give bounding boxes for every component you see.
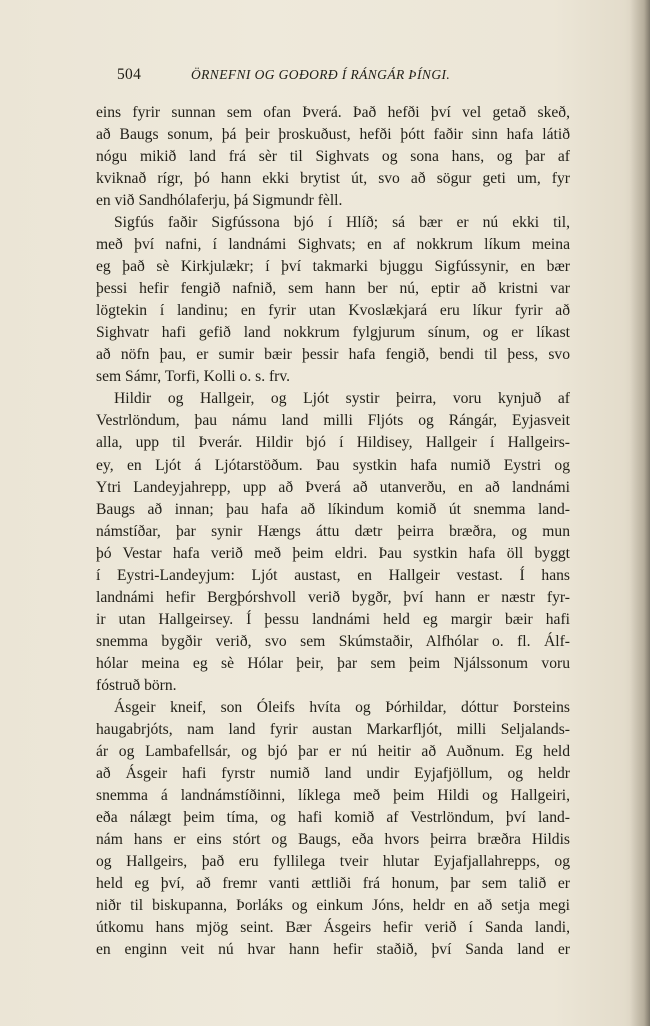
text-line: niðr til biskupanna, Þorláks og einkum Jóns, heldr en að setja megi bbox=[96, 897, 570, 915]
text-line: haugabrjóts, nam land fyrir austan Markarfljót, milli Seljalands- bbox=[96, 720, 570, 738]
text-line: snemma á landnámstíðinni, líklega með þeim Hildi og Hallgeiri, bbox=[96, 786, 570, 804]
text-line: Sighvatr hafi gefið land nokkrum fylgjurum sínum, og er líkast bbox=[96, 324, 570, 342]
text-line: sem Sámr, Torfi, Kolli o. s. frv. bbox=[96, 368, 291, 386]
text-line: þessi hefir fengið nafnið, sem hann ber nú, eptir að kristni var bbox=[96, 280, 570, 298]
text-line: landnámi hefir Bergþórshvoll verið bygðr, því hann er næstr fyr- bbox=[96, 588, 570, 606]
text-line: að Baugs sonum, þá þeir þroskuðust, hefði þótt faðir sinn hafa látið bbox=[96, 126, 570, 144]
body-text bbox=[96, 102, 570, 961]
text-line: eins fyrir sunnan sem ofan Þverá. Það hefði því vel getað skeð, bbox=[96, 104, 570, 121]
text-line: ir utan Hallgeirsey. Í þessu landnámi held eg margir bæir hafi bbox=[96, 610, 570, 628]
text-line: útkomu hans mjög seint. Bær Ásgeirs hefir verið í Sanda landi, bbox=[96, 919, 570, 937]
text-line: nógu mikið land frá sèr til Sighvats og sona hans, og þar af bbox=[96, 148, 570, 166]
running-head: ÖRNEFNI OG GOÐORÐ Í RÁNGÁR ÞÍNGI. bbox=[191, 67, 451, 82]
text-line: nám hans er eins stórt og Baugs, eða hvors þeirra bræðra Hildis bbox=[96, 831, 570, 849]
text-line: en enginn veit nú hvar hann hefir staðið, því Sanda land er bbox=[96, 941, 570, 959]
text-line: eg það sè Kirkjulækr; í því takmarki bjuggu Sigfússynir, en bær bbox=[96, 258, 570, 276]
text-line: Baugs að innan; þau hafa að líkindum komið út snemma land- bbox=[96, 500, 570, 518]
text-line: Hildir og Hallgeir, og Ljót systir þeirra, voru kynjuð af bbox=[114, 390, 570, 408]
text-line: snemma bygðir verið, svo sem Skúmstaðir, Alfhólar o. fl. Álf- bbox=[96, 632, 570, 650]
page-number: 504 bbox=[117, 66, 142, 83]
page-header bbox=[117, 66, 597, 86]
text-line: kviknað rígr, þó hann ekki brytist út, svo að sögur geti um, fyr bbox=[96, 170, 570, 188]
text-line: ey, en Ljót á Ljótarstöðum. Þau systkin hafa numið Eystri og bbox=[96, 456, 570, 474]
text-line: hólar meina eg sè Hólar þeir, þar sem þeim Njálssonum voru bbox=[96, 654, 570, 672]
text-line: Ytri Landeyjahrepp, upp að Þverá að utanverðu, en að landnámi bbox=[96, 478, 570, 496]
text-line: ár og Lambafellsár, og bjó þar er nú heitir að Auðnum. Eg held bbox=[96, 742, 570, 760]
text-line: Sigfús faðir Sigfússona bjó í Hlíð; sá bær er nú ekki til, bbox=[114, 214, 570, 232]
text-line: Vestrlöndum, þau námu land milli Fljóts og Rángár, Eyjasveit bbox=[96, 412, 570, 430]
text-line: að Ásgeir hafi fyrstr numið land undir Eyjafjöllum, og heldr bbox=[96, 764, 570, 782]
text-line: að nöfn þau, er sumir bæir þessir hafa fengið, bendi til þess, svo bbox=[96, 346, 570, 364]
text-line: eða nálægt þeim tíma, og hafi komið af Vestrlöndum, því land- bbox=[96, 809, 570, 826]
text-line: en við Sandhólaferju, þá Sigmundr fèll. bbox=[96, 192, 343, 210]
text-line: og Hallgeirs, það eru fyllilega tveir hlutar Eyjafjallahrepps, og bbox=[96, 853, 570, 871]
page-edge-shadow bbox=[630, 0, 650, 1026]
text-line: Ásgeir kneif, son Óleifs hvíta og Þórhildar, dóttur Þorsteins bbox=[114, 698, 570, 716]
text-line: fóstruð börn. bbox=[96, 676, 177, 694]
text-line: þó Vestar hafa verið með þeim eldri. Þau systkin hafa öll byggt bbox=[96, 544, 570, 562]
text-line: alla, upp til Þverár. Hildir bjó í Hildisey, Hallgeir í Hallgeirs- bbox=[96, 434, 570, 452]
text-line: námstíðar, þar synir Hængs áttu dætr þeirra bræðra, og mun bbox=[96, 522, 570, 540]
text-line: með því nafni, í landnámi Sighvats; en af nokkrum líkum meina bbox=[96, 236, 570, 254]
text-line: lögtekin í landinu; en fyrir utan Kvoslækjará eru líkur fyrir að bbox=[96, 302, 570, 320]
text-line: held eg því, að fremr vanti ættliði frá honum, þar sem talið er bbox=[96, 875, 570, 893]
text-line: í Eystri-Landeyjum: Ljót austast, en Hallgeir vestast. Í hans bbox=[96, 566, 570, 584]
